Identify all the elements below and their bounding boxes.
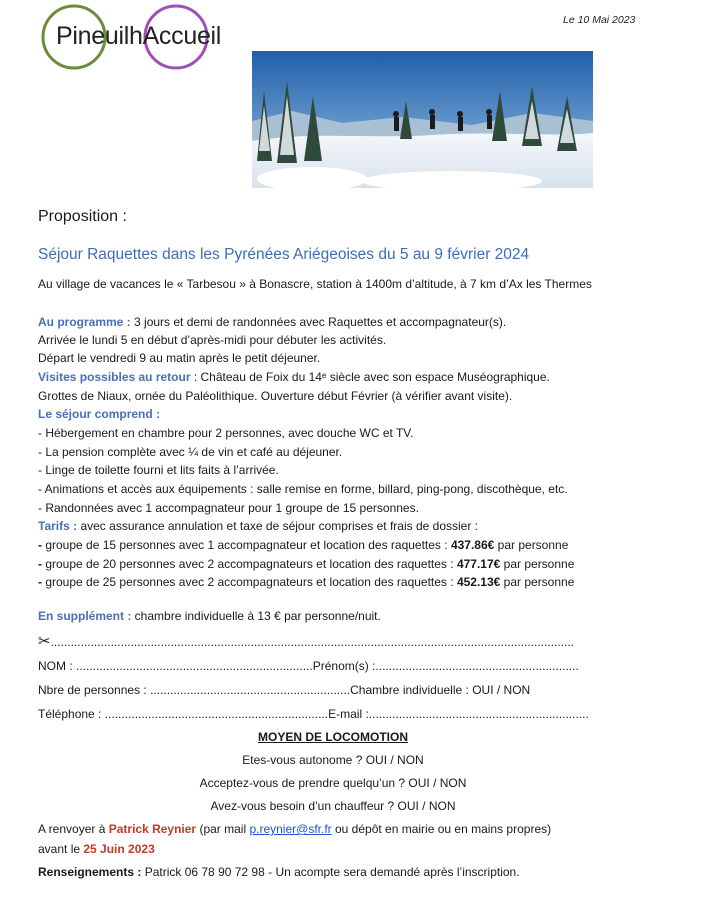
sejour-item: - Randonnées avec 1 accompagnateur pour 1 groupe de 15 personnes. xyxy=(38,501,419,515)
form-row-nom: NOM : .......................................................................Prénom(s) :............................................................. xyxy=(38,659,579,673)
renseignements-label: Renseignements : xyxy=(38,865,142,879)
programme-line-2: Arrivée le lundi 5 en début d’après-midi pour débuter les activités. xyxy=(38,333,387,347)
tarif-row: - groupe de 25 personnes avec 2 accompagnateurs et location des raquettes : 452.13€ par personne xyxy=(38,575,575,589)
supplement-label: En supplément : xyxy=(38,609,132,623)
tarif-price: 437.86€ xyxy=(450,538,495,552)
locomotion-q1: Etes-vous autonome ? OUI / NON xyxy=(242,753,424,767)
contact-name: Patrick Reynier xyxy=(108,822,197,836)
sejour-item: - Animations et accès aux équipements : salle remise en forme, billard, ping-pong, discothèque, etc. xyxy=(38,482,568,496)
cut-line: ✂............................................................................................................................................................. xyxy=(38,633,575,650)
visites-text: : Château de Foix du 14ᵉ siècle avec son espace Muséographique. xyxy=(190,370,550,384)
sejour-item: - La pension complète avec ¼ de vin et café au déjeuner. xyxy=(38,445,343,459)
visites-line-2: Grottes de Niaux, ornée du Paléolithique. Ouverture début Février (à vérifier avant visite). xyxy=(38,389,513,403)
tarif-price: 452.13€ xyxy=(456,575,501,589)
programme-line-3: Départ le vendredi 9 au matin après le petit déjeuner. xyxy=(38,351,321,365)
form-row-personnes: Nbre de personnes : ............................................................Chambre individuelle : OUI / NON xyxy=(38,683,531,697)
form-row-telephone: Téléphone : ...................................................................E-mail :.................................................................. xyxy=(38,707,589,721)
locomotion-q2: Acceptez-vous de prendre quelqu’un ? OUI / NON xyxy=(199,776,467,790)
deadline-date: 25 Juin 2023 xyxy=(83,842,155,856)
renseignements-line xyxy=(38,865,520,879)
deadline-line: avant le 25 Juin 2023 xyxy=(38,842,155,856)
sejour-item: - Hébergement en chambre pour 2 personnes, avec douche WC et TV. xyxy=(38,426,414,440)
logo xyxy=(36,4,246,70)
visites-label: Visites possibles au retour xyxy=(38,370,191,384)
page-title: Séjour Raquettes dans les Pyrénées Ariégeoises du 5 au 9 février 2024 xyxy=(38,246,530,263)
scissors-icon: ✂ xyxy=(38,633,51,650)
tarif-price: 477.17€ xyxy=(456,557,501,571)
programme-label: Au programme : xyxy=(38,315,131,329)
logo-text-pineuilh: Pineuilh xyxy=(56,22,143,50)
proposition-heading: Proposition : xyxy=(38,208,127,225)
return-line: A renvoyer à Patrick Reynier (par mail p.reynier@sfr.fr ou dépôt en mairie ou en mains propres) xyxy=(38,822,552,836)
tarifs-text: avec assurance annulation et taxe de séjour comprises et frais de dossier : xyxy=(77,519,479,533)
contact-email-link[interactable]: p.reynier@sfr.fr xyxy=(249,822,332,836)
renseignements-text: Patrick 06 78 90 72 98 - Un acompte sera demandé après l’inscription. xyxy=(141,865,520,879)
locomotion-title: MOYEN DE LOCOMOTION xyxy=(258,730,408,744)
supplement-text: chambre individuelle à 13 € par personne/nuit. xyxy=(131,609,381,623)
visites-line xyxy=(38,370,550,384)
programme-line xyxy=(38,315,506,329)
snowshoe-photo xyxy=(252,51,593,188)
intro-text: Au village de vacances le « Tarbesou » à Bonascre, station à 1400m d’altitude, à 7 km d’Ax les Thermes xyxy=(38,277,592,291)
tarif-row: - groupe de 15 personnes avec 1 accompagnateur et location des raquettes : 437.86€ par personne xyxy=(38,538,569,552)
sejour-item: - Linge de toilette fourni et lits faits à l’arrivée. xyxy=(38,463,279,477)
tarifs-line xyxy=(38,519,478,533)
document-date: Le 10 Mai 2023 xyxy=(563,14,636,26)
sejour-label: Le séjour comprend : xyxy=(38,407,161,421)
supplement-line xyxy=(38,609,381,623)
programme-text: 3 jours et demi de randonnées avec Raquettes et accompagnateur(s). xyxy=(130,315,507,329)
logo-text-accueil: Accueil xyxy=(142,22,222,50)
tarif-row: - groupe de 20 personnes avec 2 accompagnateurs et location des raquettes : 477.17€ par personne xyxy=(38,557,575,571)
locomotion-q3: Avez-vous besoin d’un chauffeur ? OUI / NON xyxy=(210,799,456,813)
tarifs-label: Tarifs : xyxy=(38,519,78,533)
